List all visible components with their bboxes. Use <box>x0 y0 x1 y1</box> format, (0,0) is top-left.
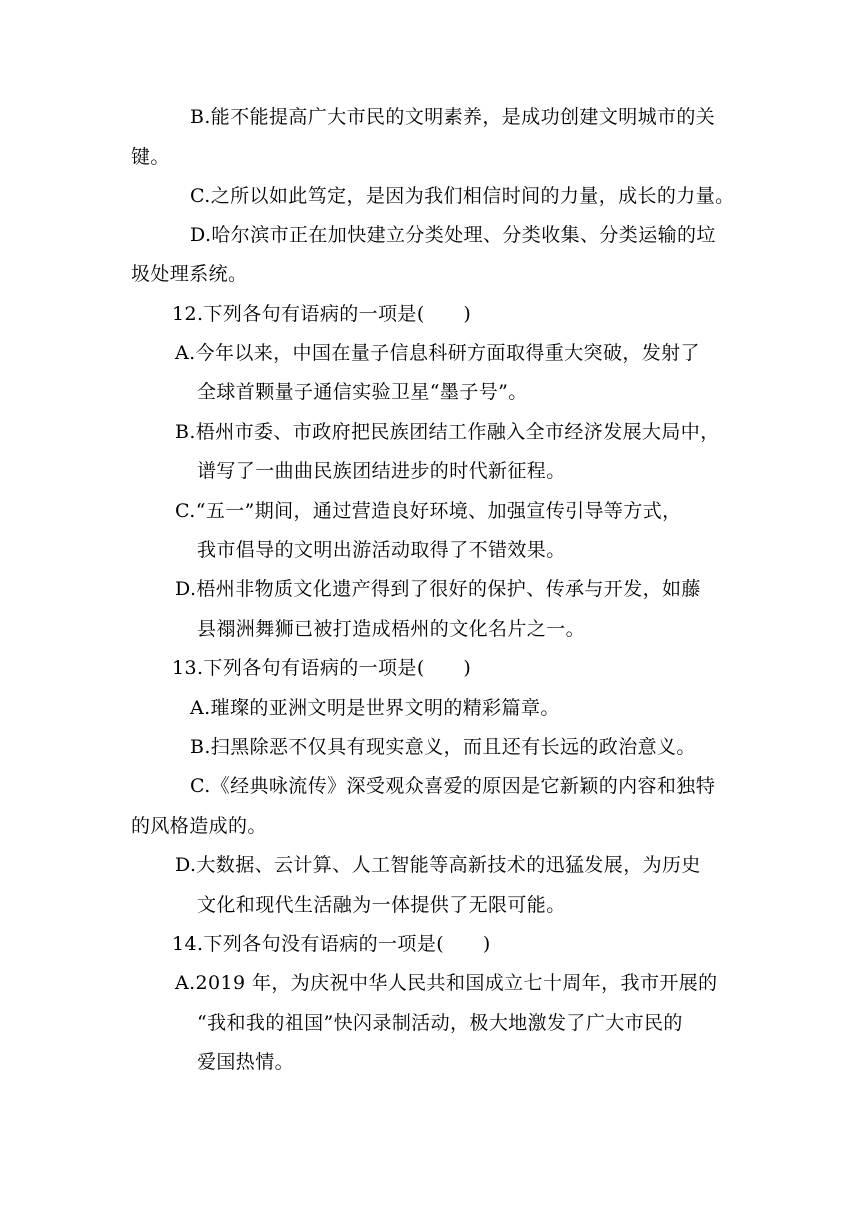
q13-option-a: A.璀璨的亚洲文明是世界文明的精彩篇章。 <box>190 697 560 719</box>
q14-stem: 14.下列各句没有语病的一项是( ) <box>172 933 491 955</box>
q11-option-b-line1: B.能不能提高广大市民的文明素养，是成功创建文明城市的关 <box>190 106 716 128</box>
q12-option-d-line2: 县禤洲舞狮已被打造成梧州的文化名片之一。 <box>197 618 586 640</box>
q12-option-a-line1: A.今年以来，中国在量子信息科研方面取得重大突破，发射了 <box>175 342 700 364</box>
q12-stem: 12.下列各句有语病的一项是( ) <box>172 303 472 325</box>
q12-option-d-line1: D.梧州非物质文化遗产得到了很好的保护、传承与开发，如藤 <box>175 578 701 600</box>
q14-option-a-line2: “我和我的祖国”快闪录制活动，极大地激发了广大市民的 <box>197 1012 683 1034</box>
q12-option-a-line2: 全球首颗量子通信实验卫星“墨子号”。 <box>197 381 528 403</box>
q13-option-d-line2: 文化和现代生活融为一体提供了无限可能。 <box>197 894 566 916</box>
q11-option-c: C.之所以如此笃定，是因为我们相信时间的力量，成长的力量。 <box>190 185 735 207</box>
q14-option-a-line3: 爱国热情。 <box>197 1051 295 1073</box>
q12-option-c-line1: C.“五一”期间，通过营造良好环境、加强宣传引导等方式， <box>175 500 682 522</box>
q13-option-d-line1: D.大数据、云计算、人工智能等高新技术的迅猛发展，为历史 <box>175 854 701 876</box>
q14-option-a-line1: A.2019 年，为庆祝中华人民共和国成立七十周年，我市开展的 <box>175 972 718 994</box>
q12-option-b-line1: B.梧州市委、市政府把民族团结工作融入全市经济发展大局中， <box>175 421 720 443</box>
q12-option-c-line2: 我市倡导的文明出游活动取得了不错效果。 <box>197 539 566 561</box>
q11-option-d-line2: 圾处理系统。 <box>131 263 248 285</box>
q11-option-d-line1: D.哈尔滨市正在加快建立分类处理、分类收集、分类运输的垃 <box>190 224 716 246</box>
q13-stem: 13.下列各句有语病的一项是( ) <box>172 657 472 679</box>
q13-option-c-line2: 的风格造成的。 <box>131 815 267 837</box>
q11-option-b-line2: 键。 <box>131 146 170 168</box>
q12-option-b-line2: 谱写了一曲曲民族团结进步的时代新征程。 <box>197 460 566 482</box>
q13-option-b: B.扫黑除恶不仅具有现实意义，而且还有长远的政治意义。 <box>190 736 696 758</box>
q13-option-c-line1: C.《经典咏流传》深受观众喜爱的原因是它新颖的内容和独特 <box>190 775 716 797</box>
